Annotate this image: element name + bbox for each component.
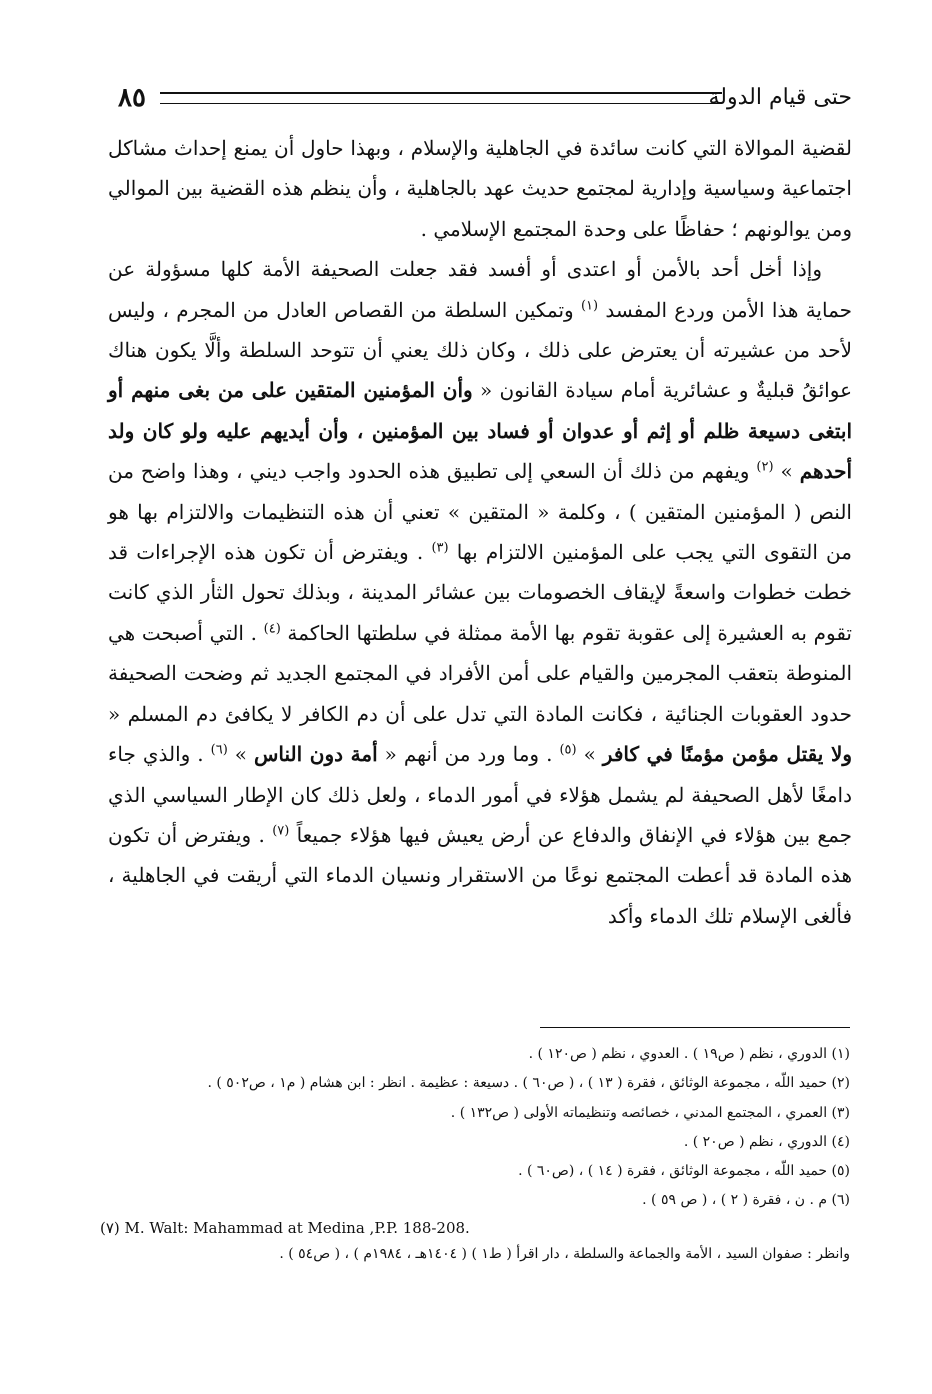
- footnote: (٢) حميد اللّه ، مجموعة الوثائق ، فقرة ( ١٣ ) ، ( ص٦٠ ) . دسيعة : عظيمة . انظر : ابن هشام ( م١ ، ص٥٠٢ ) .: [207, 1075, 850, 1092]
- text-run: »: [227, 742, 255, 767]
- text-run: لقضية الموالاة التي كانت سائدة في الجاهلية والإسلام ، وبهذا حاول أن يمنع إحداث مشاكل اجتماعية وسياسية وإدارية لمجتمع حديث عهد بالجاهلية ، وأن ينظم هذه القضية بين الموالي ومن يوالونهم ؛ حفاظًا على وحدة المجتمع الإسلامي .: [108, 136, 852, 241]
- text-run: »: [576, 742, 603, 767]
- footnote: (٧) M. Walt: Mahammad at Medina ,P.P. 188-208.: [100, 1218, 470, 1237]
- footnote: وانظر : صفوان السيد ، الأمة والجماعة والسلطة ، دار اقرأ ( ط١ ) ( ١٤٠٤هـ ، ١٩٨٤م ) ، ( ص٥٤ ) .: [279, 1245, 850, 1262]
- page-number: ٨٥: [118, 83, 146, 113]
- body-text: [108, 128, 852, 936]
- footnote: (٤) الدوري ، نظم ( ص٢٠ ) .: [683, 1133, 850, 1150]
- text-run: »: [773, 459, 800, 484]
- footnote: (٦) م . ن ، فقرة ( ٢ ) ، ( ص ٥٩ ) .: [642, 1192, 850, 1209]
- footnote: (١) الدوري ، نظم ( ص١٩ ) . العدوي ، نظم ( ص١٢٠ ) .: [528, 1046, 850, 1062]
- text-run: وإذا أخل أحد بالأمن أو اعتدى أو أفسد فقد جعلت الصحيفة الأمة كلها مسؤولة عن حماية هذا الأمن وردع المفسد: [108, 257, 852, 322]
- text-run: . والذي جاء دامغًا لأهل الصحيفة لم يشمل هؤلاء في أمور الدماء ، ولعل ذلك كان الإطار السياسي الذي جمع بين هؤلاء في الإنفاق والدفاع عن أرض يعيش فيها هؤلاء جميعاً: [108, 742, 852, 847]
- footnote-reference: (٢): [756, 459, 774, 475]
- paragraph: [108, 249, 852, 936]
- footnote-reference: (٦): [210, 742, 228, 758]
- footnotes: [100, 1040, 850, 1269]
- text-run: . ويفترض أن تكون هذه المادة قد أعطت المجتمع نوعًا من الاستقرار ونسيان الدماء التي أريقت في الجاهلية ، فألغى الإسلام تلك الدماء وأكد: [108, 822, 852, 928]
- footnote-separator: [540, 1027, 850, 1028]
- running-header: [110, 78, 852, 122]
- quoted-text: أمة دون الناس: [254, 742, 378, 767]
- footnote-reference: (١): [580, 297, 599, 313]
- paragraph: [108, 128, 852, 249]
- text-run: . ويفترض أن تكون هذه الإجراءات قد خطت خطوات واسعةً لإيقاف الخصومات بين عشائر المدينة ، وبذلك تحول الثأر الذي كانت تقوم به العشيرة إلى عقوبة تقوم بها الأمة ممثلة في سلطتها الحاكمة: [108, 540, 852, 645]
- footnote: (٣) العمري ، المجتمع المدني ، خصائصه وتنظيماته الأولى ( ص١٣٢ ) .: [450, 1104, 850, 1121]
- text-run: . التي أصبحت هي المنوطة بتعقب المجرمين والقيام على أمن الأفراد في المجتمع الجديد ثم وضحت الصحيفة حدود العقوبات الجنائية ، فكانت المادة التي تدل على أن دم الكافر لا يكافئ دم المسلم «: [108, 620, 852, 726]
- quoted-text: وأن المؤمنين المتقين على من بغى منهم أو ابتغى دسيعة ظلم أو إثم أو عدوان أو فساد بين المؤمنين ، وأن أيديهم عليه ولو كان ولد أحدهم: [108, 378, 852, 484]
- header-rule: [160, 92, 722, 104]
- footnote-reference: (٥): [559, 742, 577, 758]
- chapter-title: حتى قيام الدولة: [708, 85, 852, 110]
- footnote-reference: (٣): [431, 540, 449, 556]
- footnote: (٥) حميد اللّه ، مجموعة الوثائق ، فقرة ( ١٤ ) ، (ص٦٠ ) .: [518, 1163, 850, 1180]
- text-run: وتمكين السلطة من القصاص العادل من المجرم ، وليس لأحد من عشيرته أن يعترض على ذلك ، وكان ذلك يعني أن تتوحد السلطة وألَّا يكون هناك عوائقُ قبليةٌ و عشائرية أمام سيادة القانون «: [108, 297, 852, 403]
- text-run: ويفهم من ذلك أن السعي إلى تطبيق هذه الحدود واجب ديني ، وهذا واضح من النص ( المؤمنين المتقين ) ، وكلمة « المتقين » تعني أن هذه التنظيمات والالتزام بها هو من التقوى التي يجب على المؤمنين الالتزام بها: [108, 459, 852, 565]
- quoted-text: ولا يقتل مؤمن مؤمنًا في كافر: [602, 742, 853, 767]
- text-run: . وما ورد من أنهم «: [377, 742, 560, 767]
- footnote-reference: (٧): [272, 823, 290, 839]
- footnote-reference: (٤): [263, 621, 281, 637]
